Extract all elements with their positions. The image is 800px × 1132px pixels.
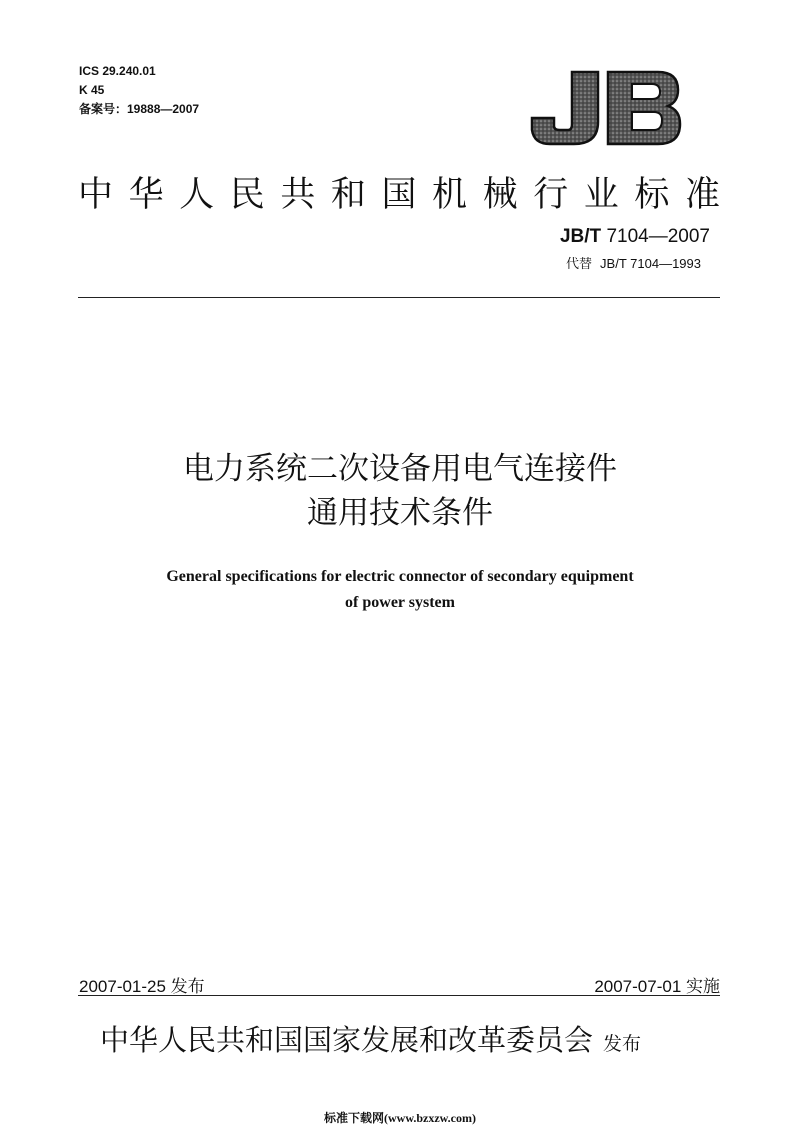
implementation-date: 2007-07-01 实施 bbox=[594, 977, 720, 996]
replaces-value: JB/T 7104—1993 bbox=[600, 256, 701, 271]
standard-prefix: JB/T bbox=[559, 226, 602, 247]
filing-number: 备案号：19888—2007 bbox=[79, 102, 200, 116]
english-title-line-2: of power system bbox=[345, 594, 455, 611]
classification-code: K 45 bbox=[79, 83, 105, 97]
org-title-char: 国 bbox=[381, 175, 417, 215]
org-title-char: 机 bbox=[432, 175, 468, 215]
replaces-standard bbox=[566, 253, 701, 272]
top-divider bbox=[78, 297, 720, 298]
org-title-char: 行 bbox=[533, 175, 569, 215]
org-title-char: 械 bbox=[482, 175, 518, 215]
chinese-title-line-1: 电力系统二次设备用电气连接件 bbox=[183, 451, 617, 487]
org-title-char: 准 bbox=[684, 175, 720, 215]
english-title-line-1: General specifications for electric connector of secondary equipment bbox=[166, 568, 634, 585]
footer-link-text: 标准下载网(www.bzxzw.com) bbox=[324, 1111, 476, 1125]
org-title-char: 共 bbox=[280, 175, 316, 215]
publisher bbox=[100, 1018, 641, 1059]
org-title-char: 标 bbox=[634, 175, 670, 215]
org-title-char: 民 bbox=[229, 175, 265, 215]
chinese-title-line-2: 通用技术条件 bbox=[307, 495, 493, 531]
jb-logo bbox=[528, 68, 683, 148]
publisher-name: 中华人民共和国国家发展和改革委员会 bbox=[100, 1023, 594, 1057]
issue-date: 2007-01-25 发布 bbox=[79, 977, 205, 996]
standard-number bbox=[560, 226, 710, 248]
org-title-char: 和 bbox=[330, 175, 366, 215]
org-title-char: 华 bbox=[128, 175, 164, 215]
org-title-char: 中 bbox=[78, 175, 114, 215]
org-title-char: 人 bbox=[179, 175, 215, 215]
document-metadata bbox=[79, 62, 199, 119]
industry-standard-title bbox=[78, 167, 720, 217]
ics-code: ICS 29.240.01 bbox=[79, 64, 156, 78]
publisher-suffix: 发布 bbox=[603, 1033, 642, 1055]
replaces-label: 代替 bbox=[566, 256, 593, 271]
bottom-divider bbox=[78, 995, 720, 996]
standard-number-value: 7104—2007 bbox=[606, 226, 710, 247]
org-title-char: 业 bbox=[583, 175, 619, 215]
